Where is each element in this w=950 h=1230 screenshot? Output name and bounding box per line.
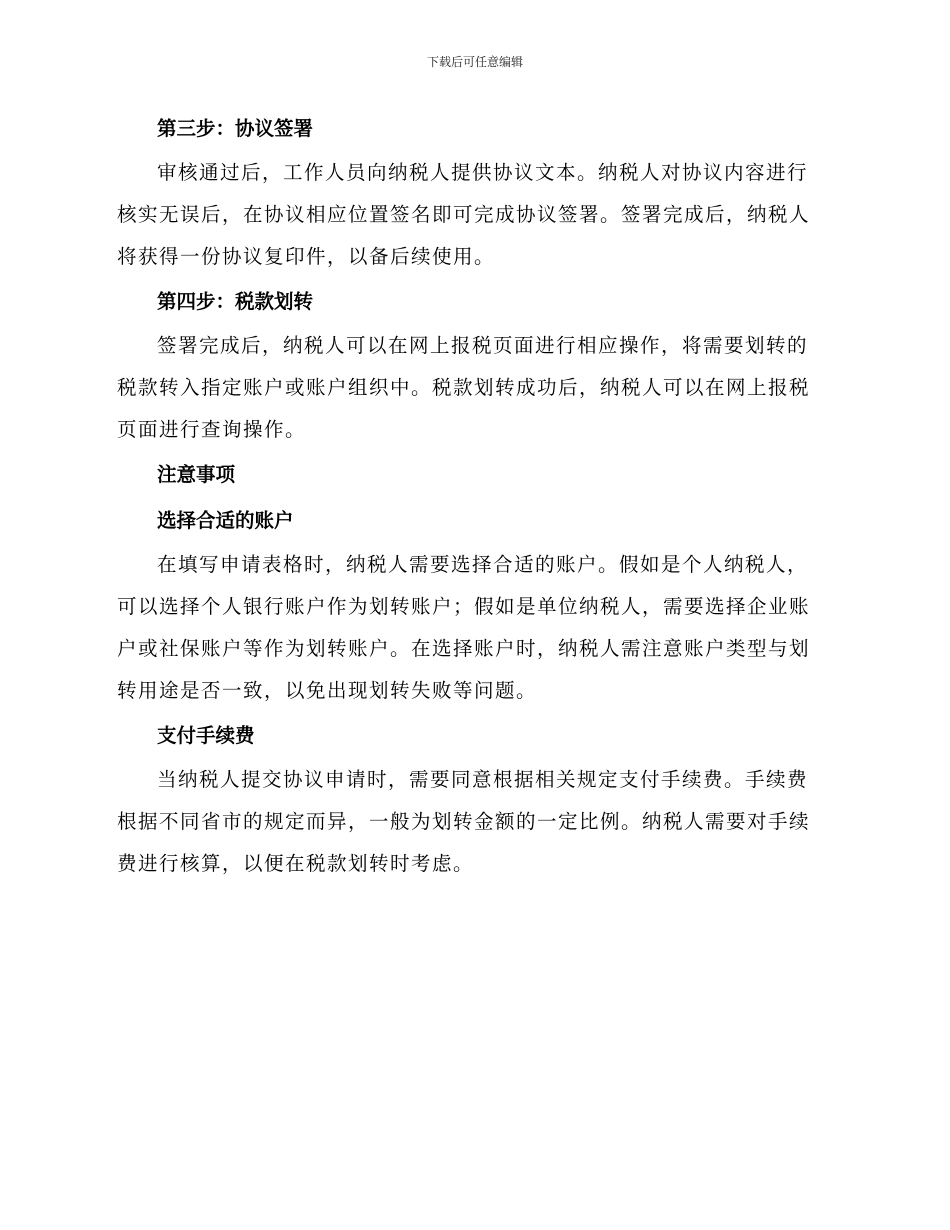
paragraph-line: 根据不同省市的规定而异，一般为划转金额的一定比例。纳税人需要对手续 bbox=[117, 810, 811, 833]
paragraph-step3 bbox=[117, 152, 833, 278]
page-header: 下载后可任意编辑 bbox=[426, 55, 523, 69]
paragraph-line: 户或社保账户等作为划转账户。在选择账户时，纳税人需注意账户类型与划 bbox=[117, 637, 811, 660]
paragraph-fees bbox=[117, 759, 833, 885]
paragraph-line: 审核通过后，工作人员向纳税人提供协议文本。纳税人对协议内容进行 bbox=[157, 161, 809, 184]
paragraph-line: 转用途是否一致，以免出现划转失败等问题。 bbox=[117, 679, 538, 702]
paragraph-line: 核实无误后，在协议相应位置签名即可完成协议签署。签署完成后，纳税人 bbox=[117, 203, 811, 226]
section-heading-step3: 第三步：协议签署 bbox=[157, 117, 314, 140]
section-heading-step4: 第四步：税款划转 bbox=[157, 290, 314, 313]
document-body bbox=[117, 108, 833, 888]
section-heading-fees: 支付手续费 bbox=[157, 724, 255, 747]
paragraph-choose-account bbox=[117, 544, 833, 712]
paragraph-line: 当纳税人提交协议申请时，需要同意根据相关规定支付手续费。手续费 bbox=[157, 768, 809, 791]
paragraph-line: 可以选择个人银行账户作为划转账户；假如是单位纳税人，需要选择企业账 bbox=[117, 595, 811, 618]
paragraph-line: 费进行核算，以便在税款划转时考虑。 bbox=[117, 852, 475, 875]
paragraph-step4 bbox=[117, 325, 833, 451]
paragraph-line: 页面进行查询操作。 bbox=[117, 418, 307, 441]
paragraph-line: 税款转入指定账户或账户组织中。税款划转成功后，纳税人可以在网上报税 bbox=[117, 376, 811, 399]
paragraph-line: 签署完成后，纳税人可以在网上报税页面进行相应操作，将需要划转的 bbox=[157, 334, 809, 357]
subheading-choose-account: 选择合适的账户 bbox=[157, 509, 294, 532]
section-heading-notes: 注意事项 bbox=[157, 463, 236, 486]
paragraph-line: 将获得一份协议复印件，以备后续使用。 bbox=[117, 245, 496, 268]
paragraph-line: 在填写申请表格时，纳税人需要选择合适的账户。假如是个人纳税人， bbox=[157, 553, 809, 576]
